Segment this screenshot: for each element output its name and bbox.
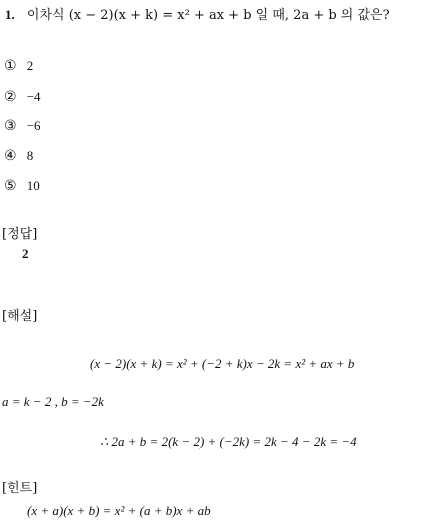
explanation-line-1: (x − 2)(x + k) = x² + (−2 + k)x − 2k = x² + ax + b bbox=[90, 356, 355, 371]
choice-mark: ② bbox=[4, 89, 17, 105]
choice-1[interactable] bbox=[4, 58, 33, 75]
choice-mark: ⑤ bbox=[4, 178, 17, 194]
choice-value: 10 bbox=[26, 178, 40, 193]
choice-value: 8 bbox=[26, 148, 34, 163]
question-number: 1. bbox=[5, 7, 15, 22]
explanation-line-2: a = k − 2 , b = −2k bbox=[2, 394, 104, 409]
choice-value: −4 bbox=[26, 89, 41, 104]
question bbox=[5, 7, 390, 24]
choice-3[interactable] bbox=[4, 118, 41, 135]
choice-mark: ③ bbox=[4, 118, 17, 134]
explanation-label: [해설] bbox=[2, 309, 38, 324]
answer-value: 2 bbox=[22, 246, 29, 261]
choice-2[interactable] bbox=[4, 89, 41, 106]
choice-5[interactable] bbox=[4, 178, 40, 195]
choice-mark: ① bbox=[4, 58, 17, 74]
choice-value: −6 bbox=[26, 118, 41, 133]
choice-4[interactable] bbox=[4, 148, 33, 165]
answer-label: [정답] bbox=[2, 227, 38, 242]
hint-label: [힌트] bbox=[2, 481, 38, 496]
hint-formula: (x + a)(x + b) = x² + (a + b)x + ab bbox=[27, 503, 211, 518]
explanation-line-3: ∴ 2a + b = 2(k − 2) + (−2k) = 2k − 4 − 2k = −4 bbox=[100, 434, 357, 449]
choice-value: 2 bbox=[26, 58, 34, 73]
choice-mark: ④ bbox=[4, 148, 17, 164]
question-text: 이차식 (x − 2)(x + k) = x² + ax + b 일 때, 2a + b 의 값은? bbox=[26, 8, 390, 23]
